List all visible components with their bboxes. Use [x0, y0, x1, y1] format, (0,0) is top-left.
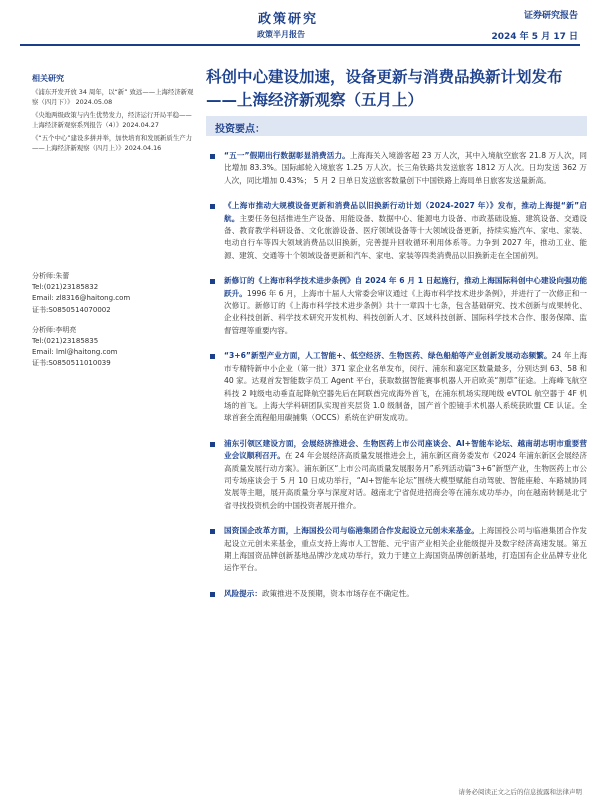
report-title: 科创中心建设加速，设备更新与消费品换新计划发布——上海经济新观察（五月上） — [206, 68, 563, 109]
related-item[interactable]: 《浦东开发开放 34 周年，以“新” 致远——上海经济新观察（四月下）》 2024.05.08 — [32, 87, 194, 106]
analyst-phone: Tel:(021)23185832 — [32, 283, 99, 292]
key-point-lead: 浦东引领区建设方面，会展经济推进会、生物医药上市公司座谈会、AI+智能车论坛、越南胡志明市重要营业会议顺利召开。 — [224, 438, 587, 461]
analyst-email[interactable]: Email: lml@haitong.com — [32, 348, 118, 357]
header-divider — [20, 44, 580, 46]
key-point — [206, 525, 587, 575]
analyst-block — [32, 271, 194, 370]
key-point-text: 24 年上海市专精特新中小企业（第一批）371 家企业名单发布，闵行、浦东和嘉定区数量最多，分别达到 63、58 和 40 家。达观首发智能数字员工 Agent 平台，获取数据智能赛事机器人开启欧美“割草”征途。上海峰飞航空科技 2 吨级电动垂直起降航空器先后在阿联酋完成海外首飞，在浦东机场实现吨级 eVTOL 航空器于 4F 机场的首飞。上海大学科研团队实现首夹层货 1.0 级制备，国产首个腔镜手术机器人系统获欧盟 CE 认证。全球首套全流程船用碳捕集（OCCS）系统在沪研发成功。 — [224, 351, 587, 423]
key-point-text: 政策推进不及预期，资本市场存在不确定性。 — [261, 588, 414, 598]
investment-label: 投资要点： — [215, 124, 265, 135]
analyst-cert: 证书:S0850514070002 — [32, 305, 111, 314]
key-point-text: 主要任务包括推进生产设备、用能设备、数据中心、能源电力设备、市政基础设施、建筑设备、交通设备、教育教学科研设备、文化旅游设备、医疗领域设备等十大领域设备更新，持续实施汽车、家电、家装、电动自行车等四大领域消费品以旧换新，完善提升回收循环利用体系等。力争到 2027 年，推动工业、能源、建筑、交通等十个领域设备更新和汽车、家电、家装等四类消费品以旧换新走在全国前列。 — [224, 213, 587, 260]
related-heading: 相关研究 — [32, 74, 64, 83]
key-point — [206, 438, 587, 512]
related-item[interactable]: 《“五个中心”建设多拼并举，加快培育和发展新质生产力——上海经济新观察（四月上）》2024.04.16 — [32, 133, 192, 152]
bullet-square-icon — [210, 529, 215, 534]
key-point-lead: “3+6”新型产业方面，人工智能+、低空经济、生物医药、绿色船舶等产业创新发展动态频繁。 — [224, 351, 552, 361]
key-point-lead: 《上海市推动大规模设备更新和消费品以旧换新行动计划（2024-2027 年）》发布，推动上海提“新”启航。 — [224, 201, 587, 223]
key-point-lead: 风险提示： — [224, 588, 262, 598]
bullet-square-icon — [210, 279, 215, 284]
bullet-square-icon — [210, 204, 215, 209]
bullet-square-icon — [210, 354, 215, 359]
key-point-lead: 新修订的《上海市科学技术进步条例》自 2024 年 6 月 1 日起施行，推动上海国际科创中心建设向强功能跃升。 — [224, 276, 587, 298]
key-point-text: 上海国投公司与临港集团合作发起设立元创未来基金，重点支持上海市人工智能、元宇宙产业相关企业能级提升及数字经济高速发展。第五期上海国资品牌创新基地品牌沙龙成功举行，致力于建立上海国资品牌创新基地，打造国有企业品牌专业化运作平台。 — [224, 526, 588, 573]
analyst-name: 分析师:朱蕾 — [32, 272, 70, 280]
footer-disclaimer: 请务必阅读正文之后的信息披露和法律声明 — [458, 788, 582, 796]
analyst-cert: 证书:S0850511010039 — [32, 359, 111, 368]
bullet-square-icon — [210, 154, 215, 159]
report-type: 证券研究报告 — [523, 11, 578, 21]
key-point-text: 在 24 年会展经济高质量发展推进会上，浦东新区商务委发布《2024 年浦东新区会展经济高质量发展行动方案》。浦东新区“上市公司高质量发展服务月”系列活动篇“3+6”新型产业，生物医药上市公司专场座谈会于 5 月 10 日成功举行，“AI+智能车论坛”围绕大模型赋能自动驾驶、智能座舱、车路城协同发展等主题，展开高质量分享与深度对话。越南北宁省促进招商会等在浦东成功举办，向在越南转制是北宁省寻找投资机会的中国投资者展开推介。 — [224, 451, 587, 510]
report-date: 2024 年 5 月 17 日 — [491, 32, 578, 42]
header-category: 政策研究 — [258, 12, 319, 27]
key-point-lead: “五一”假期出行数据彰显消费活力。 — [224, 151, 350, 160]
key-point-lead: 国资国企改革方面，上海国投公司与临港集团合作发起设立元创未来基金。 — [224, 526, 479, 536]
key-point — [206, 200, 587, 262]
bullet-square-icon — [210, 442, 215, 447]
related-research — [32, 74, 194, 156]
key-points — [206, 150, 587, 613]
bullet-square-icon — [210, 592, 215, 597]
key-point-text: 1996 年 6 月，上海市十届人大常委会审议通过《上海市科学技术进步条例》，并进行了一次修正和一次修订。新修订的《上海市科学技术进步条例》共十一章四十七条，包含基础研究、技术创新与成果转化、企业科技创新、科学技术研究开发机构、科技创新人才、区域科技创新、国际科学技术合作、服务保障、监督管理等重要内容。 — [224, 288, 588, 335]
key-point — [206, 350, 587, 424]
key-point-text: 上海海关入境游客超 23 万人次，其中入境航空旅客 21.8 万人次，同比增加 83.3%。国际邮轮入境旅客 1.25 万人次。长三角铁路共发送旅客 1812 万人次。日均发送 362 万人次，同比增加 0.43%； 5 月 2 日单日发送旅客数量创下中国铁路上海局单日旅客发送量新高。 — [224, 151, 587, 185]
header-subcategory: 政策半月报告 — [257, 30, 305, 39]
investment-bar — [206, 116, 587, 136]
key-point — [206, 588, 587, 600]
related-item[interactable]: 《央地两级政策与内生优势发力，经济运行开局平稳——上海经济新观察系列报告（4）》2024.04.27 — [32, 110, 192, 129]
analyst-name: 分析师:李明亮 — [32, 325, 77, 334]
key-point — [206, 150, 587, 187]
analyst-email[interactable]: Email: zl8316@haitong.com — [32, 294, 131, 303]
key-point — [206, 275, 587, 337]
analyst-phone: Tel:(021)23185835 — [32, 337, 99, 346]
